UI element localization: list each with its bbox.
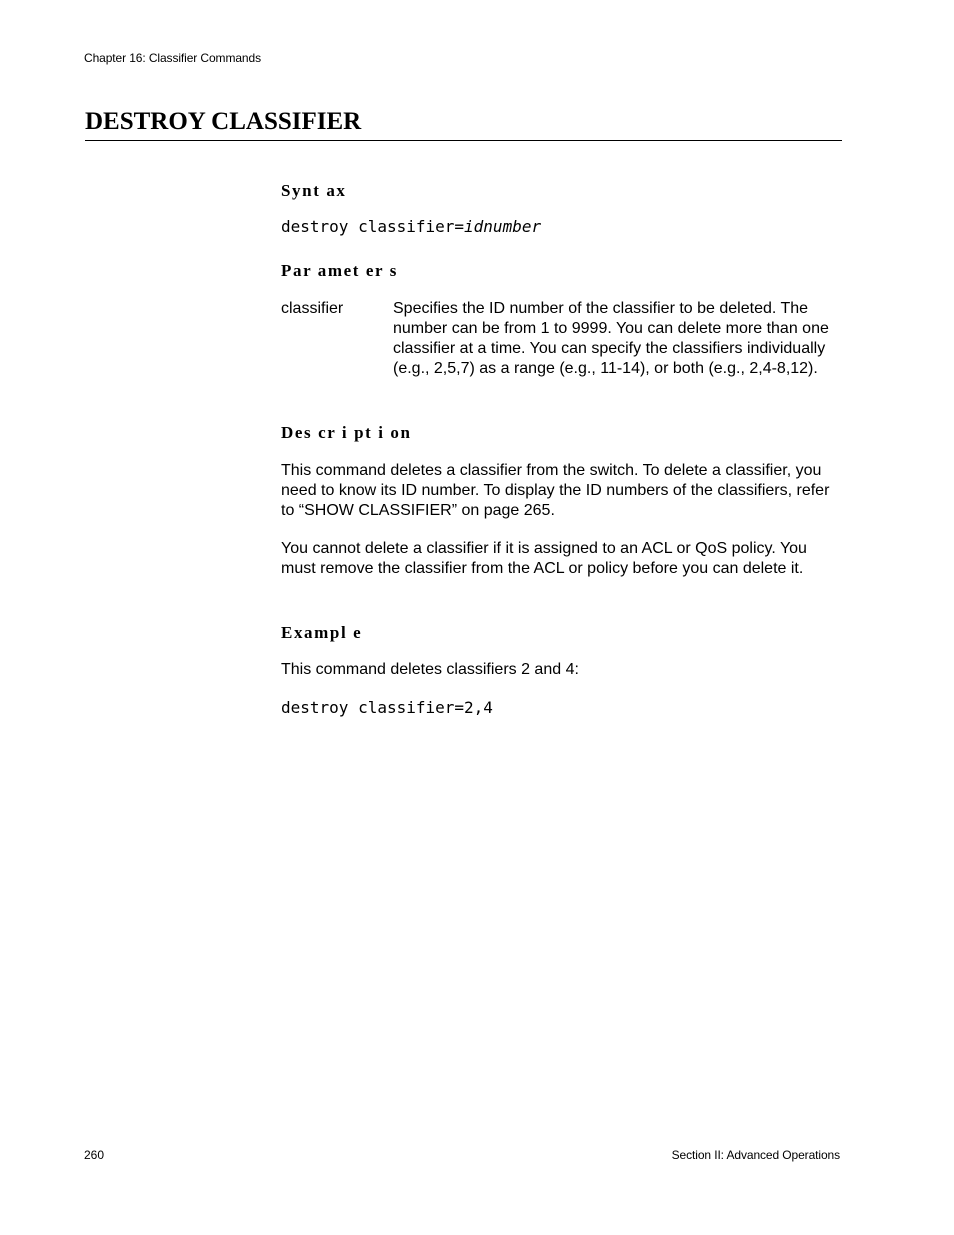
title-rule [85,140,842,141]
parameter-name: classifier [281,300,344,317]
syntax-command-text: destroy classifier= [281,217,465,236]
syntax-command [281,217,541,237]
example-heading: Exampl e [281,623,363,642]
example-text: This command deletes classifiers 2 and 4: [281,661,579,678]
description-paragraph: You cannot delete a classifier if it is assigned to an ACL or QoS policy. You must remove the classifier from the ACL or policy before you can delete it. [281,540,807,577]
page-number: 260 [84,1148,105,1162]
parameter-description: Specifies the ID number of the classifier to be deleted. The number can be from 1 to 9999. You can delete more than one classifier at a time. You can specify the classifiers individually (e.g., 2,5,7) as a range (e.g., 11-14), or both (e.g., 2,4-8,12). [393,300,829,377]
description-heading: Des cr i pt i on [281,423,412,442]
footer-section: Section II: Advanced Operations [671,1148,840,1162]
example-command: destroy classifier=2,4 [281,698,493,717]
parameters-heading: Par amet er s [281,261,398,280]
running-header: Chapter 16: Classifier Commands [84,51,261,65]
page-title: DESTROY CLASSIFIER [85,108,362,135]
syntax-argument: idnumber [464,217,542,236]
description-paragraph: This command deletes a classifier from the switch. To delete a classifier, you need to know its ID number. To display the ID numbers of the classifiers, refer to “SHOW CLASSIFIER” on page 265. [281,462,830,519]
syntax-heading: Synt ax [281,181,347,200]
